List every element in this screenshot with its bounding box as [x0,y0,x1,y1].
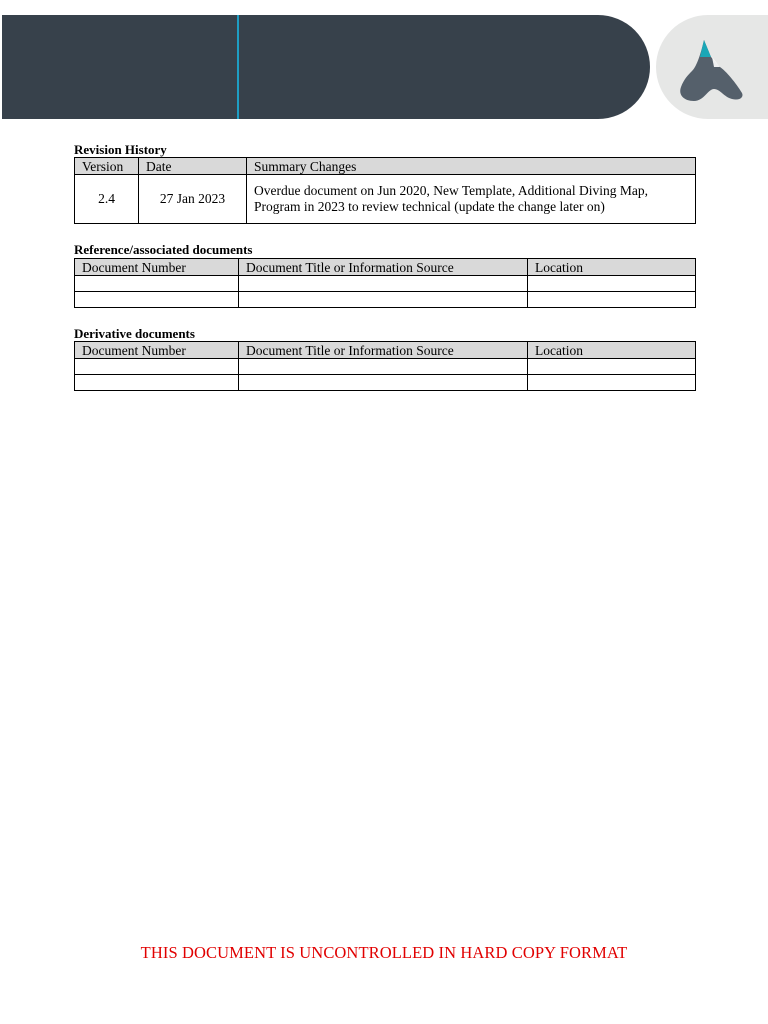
column-header: Location [528,342,696,359]
derivative-documents-table [74,341,696,391]
table-header-row [75,259,696,276]
table-row [75,276,696,292]
table-row [75,175,696,224]
table-header-row [75,158,696,175]
table-row [75,292,696,308]
table-cell[interactable] [239,359,528,375]
revision-version: 2.4 [75,175,139,224]
column-header: Document Title or Information Source [239,342,528,359]
revision-history-title: Revision History [74,142,167,157]
column-header: Date [139,158,247,175]
table-cell[interactable] [528,359,696,375]
table-row [75,375,696,391]
table-row [75,359,696,375]
table-cell[interactable] [75,359,239,375]
revision-date: 27 Jan 2023 [139,175,247,224]
column-header: Document Number [75,259,239,276]
column-header: Version [75,158,139,175]
revision-summary: Overdue document on Jun 2020, New Template, Additional Diving Map, Program in 2023 to review technical (update the change later on) [247,175,696,224]
table-cell[interactable] [75,292,239,308]
column-header: Location [528,259,696,276]
column-header: Document Number [75,342,239,359]
table-cell[interactable] [75,276,239,292]
derivative-documents-title: Derivative documents [74,326,195,341]
table-header-row [75,342,696,359]
reference-documents-title: Reference/associated documents [74,242,253,257]
uncontrolled-copy-notice: THIS DOCUMENT IS UNCONTROLLED IN HARD COPY FORMAT [140,943,628,962]
table-cell[interactable] [75,375,239,391]
table-cell[interactable] [528,375,696,391]
column-header: Summary Changes [247,158,696,175]
revision-history-table [74,157,696,224]
table-cell[interactable] [239,292,528,308]
header-band [2,15,650,119]
table-cell[interactable] [239,276,528,292]
company-logo [656,15,768,119]
reference-documents-table [74,258,696,308]
table-cell[interactable] [528,292,696,308]
header-divider [237,15,239,119]
column-header: Document Title or Information Source [239,259,528,276]
mountain-peak-icon [676,37,748,103]
table-cell[interactable] [528,276,696,292]
table-cell[interactable] [239,375,528,391]
